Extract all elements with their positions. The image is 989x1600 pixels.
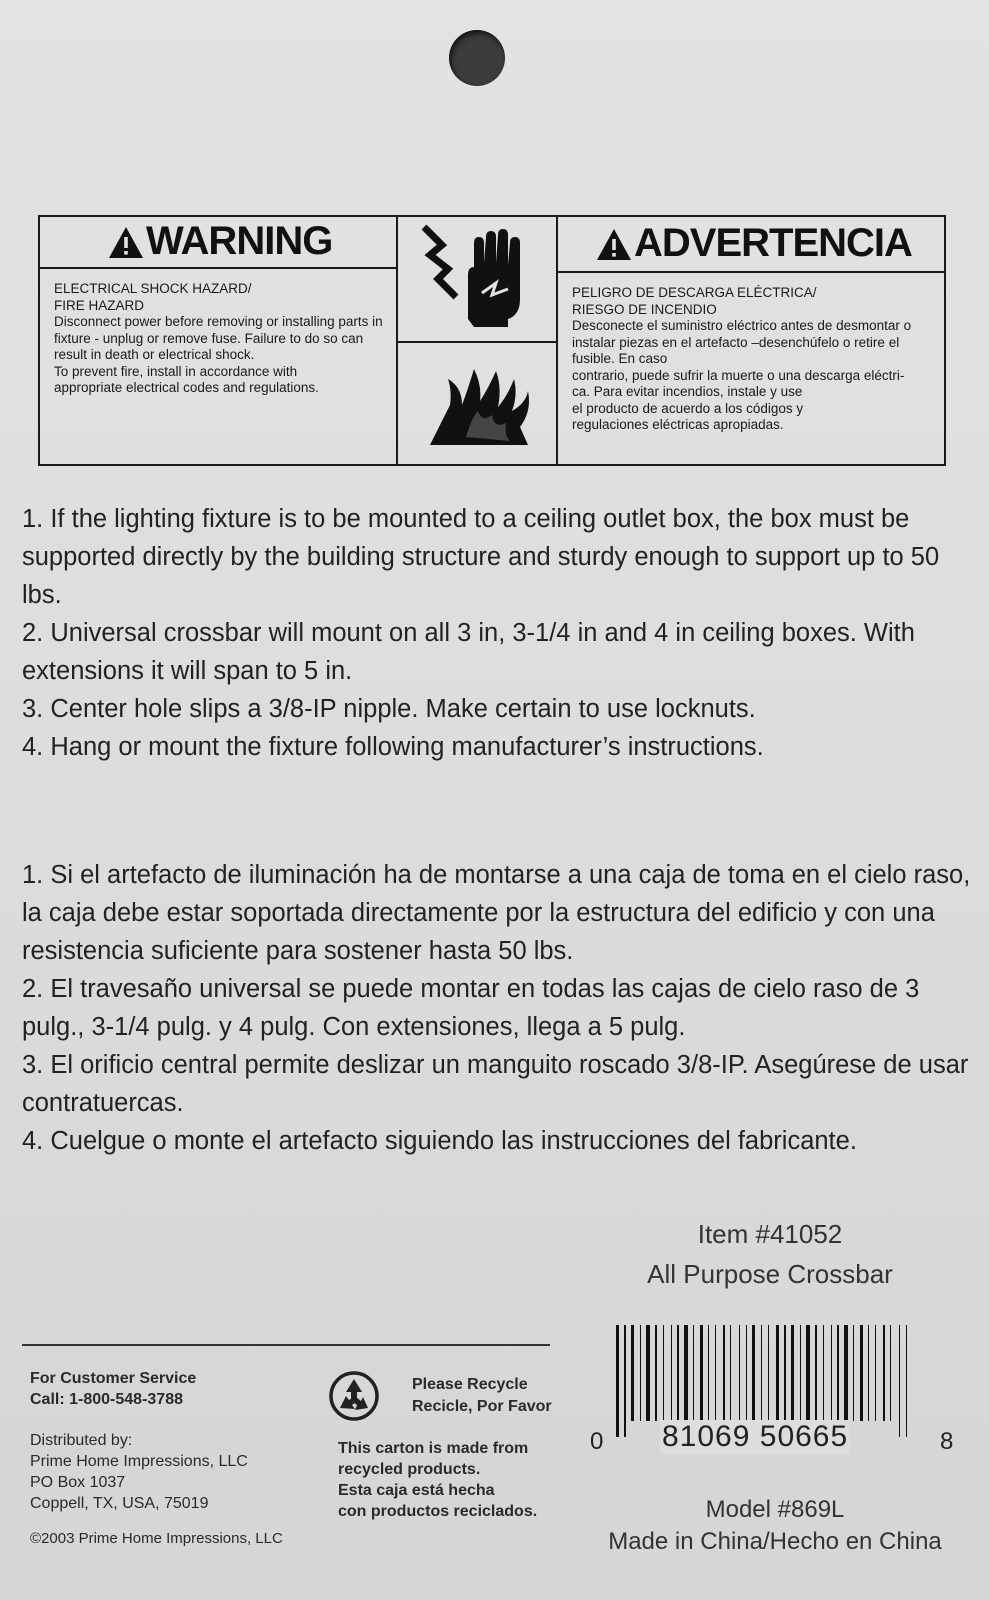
instructions-en [22,500,972,766]
model-info [590,1494,960,1558]
barcode-bar [784,1325,786,1421]
barcode-bar [677,1325,679,1421]
electric-shock-hand-icon [412,223,542,335]
barcode-bar [671,1325,672,1421]
instruction-step: 1. If the lighting fixture is to be mounted to a ceiling outlet box, the box must be supported directly by the building structure and sturdy enough to support up to 50 lbs. [22,505,940,609]
hang-hole [449,30,505,86]
copyright: ©2003 Prime Home Impressions, LLC [30,1530,283,1547]
barcode-bar [624,1325,626,1437]
warning-text-es: PELIGRO DE DESCARGA ELÉCTRICA/ RIESGO DE INCENDIO Desconecte el suministro eléctrico antes de desmontar o instalar piezas en el artefacto –desenchúfelo o retire el fusible. En caso contrario, puede sufrir la muerte o una descarga eléctri- ca. Para evitar incendios, instale y use el producto de acuerdo a los códigos y regulaciones eléctricas apropiadas. [572,285,912,432]
barcode-bar [806,1325,810,1421]
origin: Made in China/Hecho en China [608,1528,942,1555]
customer-service: For Customer Service Call: 1-800-548-3788 [30,1370,197,1408]
barcode-bar [715,1325,716,1421]
barcode-bar [868,1325,869,1421]
instruction-step: 3. Center hole slips a 3/8-IP nipple. Make certain to use locknuts. [22,695,756,723]
distributor-address: Distributed by: Prime Home Impressions, LLC PO Box 1037 Coppell, TX, USA, 75019 [30,1432,248,1512]
barcode-digits: 81069 50665 [662,1420,849,1453]
barcode-bar [746,1325,747,1421]
divider [22,1344,550,1346]
barcode-bar [776,1325,779,1421]
barcode-bar [875,1325,876,1421]
barcode-bar [823,1325,824,1421]
barcode-bar [700,1325,703,1421]
warning-text-en: ELECTRICAL SHOCK HAZARD/ FIRE HAZARD Disconnect power before removing or installing parts in fixture - unplug or remove fuse. Failure to do so can result in death or electrical shock. To prevent fire, install in accordance with appropriate electrical codes and regulations. [54,281,383,395]
carton-note: This carton is made from recycled products. Esta caja está hecha con productos reciclados. [338,1440,538,1520]
barcode-bar [883,1325,885,1421]
barcode-bar [631,1325,634,1421]
warning-box [38,215,946,466]
instruction-step: 2. El travesaño universal se puede montar en todas las cajas de cielo raso de 3 pulg., 3-1/4 pulg. y 4 pulg. Con extensiones, llega a 5 pulg. [22,975,920,1041]
barcode-bar [730,1325,731,1421]
barcode-bar [663,1325,664,1421]
instruction-step: 3. El orificio central permite deslizar un manguito roscado 3/8-IP. Asegúrese de usar contratuercas. [22,1051,969,1117]
item-number: Item #41052 [697,1219,843,1249]
barcode-bar [723,1325,725,1421]
barcode-bar [739,1325,740,1421]
barcode-bar [899,1325,900,1437]
barcode-bar [708,1325,709,1421]
barcode-bar [837,1325,839,1421]
barcode-bar [800,1325,801,1421]
barcode-bar [890,1325,891,1421]
advertencia-title: ADVERTENCIA [596,221,912,266]
instruction-step: 1. Si el artefacto de iluminación ha de montarse a una caja de toma en el cielo raso, la caja debe estar soportada directamente por la estructura del edificio y con una resistencia suficiente para sostener hasta 50 lbs. [22,861,971,965]
barcode-bar [616,1325,619,1437]
barcode-bar [860,1325,863,1421]
item-info [620,1214,920,1294]
model-number: Model #869L [705,1496,845,1523]
barcode-bar [844,1325,848,1421]
instruction-step: 2. Universal crossbar will mount on all 3 in, 3-1/4 in and 4 in ceiling boxes. With extensions it will span to 5 in. [22,619,915,685]
recycle-icon [328,1370,380,1422]
barcode-bar [684,1325,688,1421]
barcode-bar [640,1325,641,1421]
barcode-bar [791,1325,794,1421]
barcode-bar [655,1325,657,1421]
warning-triangle-icon [108,225,144,259]
barcode-lead-digit: 0 [590,1428,604,1455]
barcode-bar [831,1325,832,1421]
barcode-bar [768,1325,769,1421]
recycle-label: Please Recycle Recicle, Por Favor [412,1376,552,1415]
barcode-bar [906,1325,907,1437]
barcode-bar [646,1325,650,1421]
fire-icon [422,351,542,461]
instruction-step: 4. Hang or mount the fixture following manufacturer’s instructions. [22,733,764,761]
barcode-bar [693,1325,694,1421]
warning-triangle-icon [596,227,632,261]
barcode-bar [853,1325,854,1421]
warning-title: WARNING [108,219,332,264]
barcode-bar [815,1325,817,1421]
barcode-tail-digit: 8 [940,1428,954,1455]
instruction-step: 4. Cuelgue o monte el artefacto siguiendo las instrucciones del fabricante. [22,1127,857,1155]
item-name: All Purpose Crossbar [647,1259,893,1289]
instructions-es [22,856,972,1160]
